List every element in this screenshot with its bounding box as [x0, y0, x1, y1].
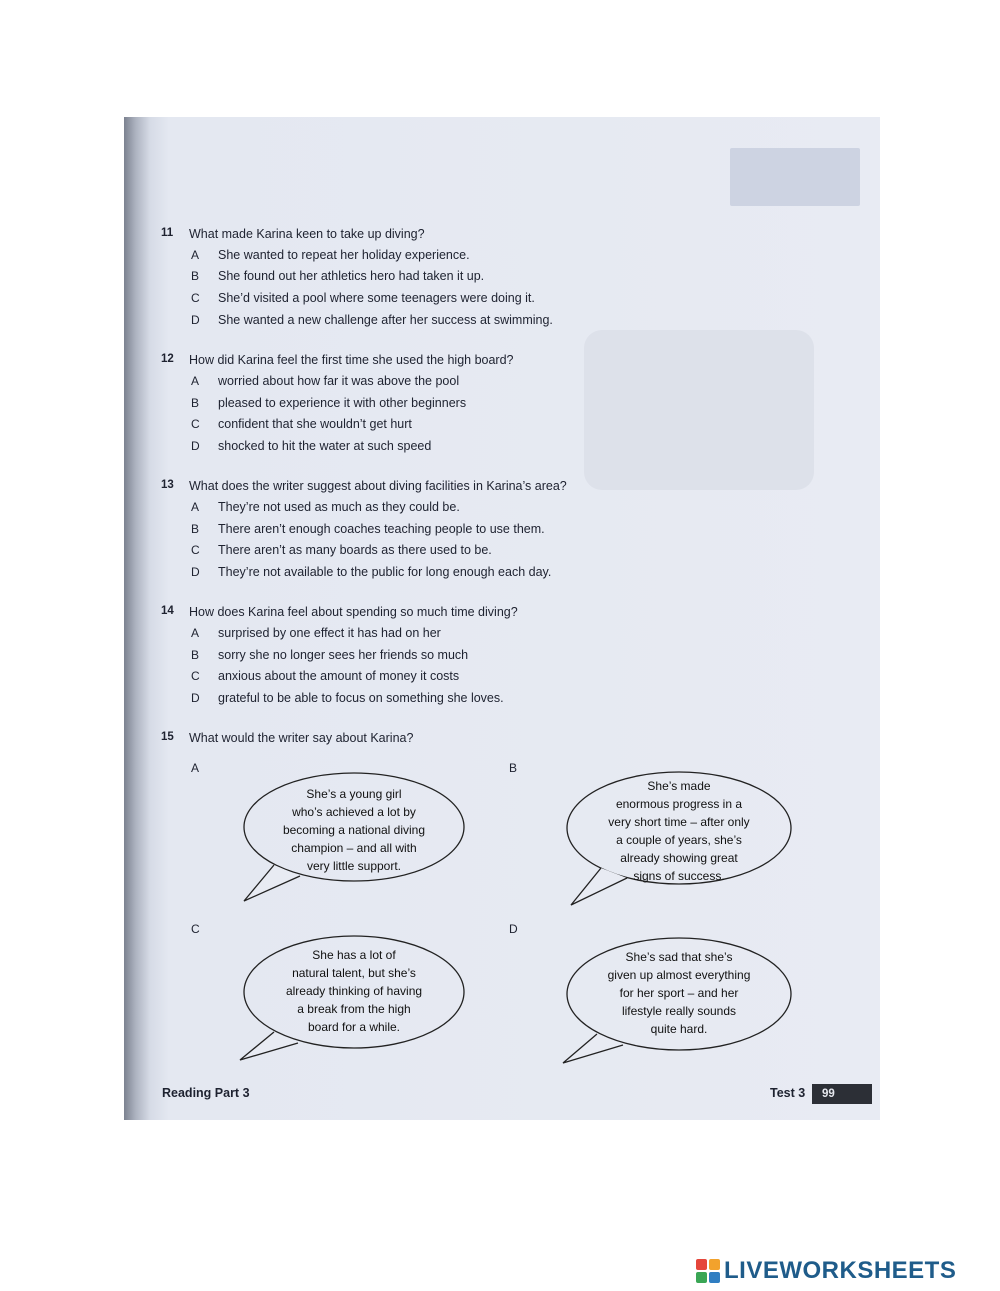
option-text: There aren’t enough coaches teaching people to use them. [218, 522, 545, 536]
question-text: What does the writer suggest about diving facilities in Karina’s area? [189, 479, 567, 493]
option-text: anxious about the amount of money it costs [218, 669, 460, 683]
option-letter: D [191, 439, 200, 453]
option-letter: B [191, 396, 200, 410]
option-letter: D [191, 313, 200, 327]
option-text: pleased to experience it with other beginners [218, 396, 467, 410]
page-number: 99 [812, 1084, 872, 1104]
option-letter: D [191, 565, 200, 579]
bubble-letter-d: D [509, 922, 518, 936]
option-letter: C [191, 291, 200, 305]
option-letter: D [191, 691, 200, 705]
question-text: What would the writer say about Karina? [189, 731, 414, 745]
question-text: How did Karina feel the first time she used the high board? [189, 353, 514, 367]
option-text: She found out her athletics hero had taken it up. [218, 269, 485, 283]
option-text: sorry she no longer sees her friends so much [218, 648, 469, 662]
option-letter: A [191, 626, 200, 640]
option-text: surprised by one effect it has had on her [218, 626, 441, 640]
option-letter: B [191, 269, 200, 283]
question-number: 13 [161, 479, 174, 491]
question-number: 11 [161, 227, 174, 239]
option-text: She wanted a new challenge after her success at swimming. [218, 313, 553, 327]
option-text: worried about how far it was above the pool [218, 374, 460, 388]
bubble-text-d: She’s sad that she’s given up almost everything for her sport – and her lifestyle really sounds quite hard. [607, 950, 751, 1036]
bleed-through-image [584, 330, 814, 490]
option-text: They’re not used as much as they could be. [218, 500, 460, 514]
question-text: What made Karina keen to take up diving? [189, 227, 425, 241]
option-letter: A [191, 374, 200, 388]
speech-bubble-b[interactable] [557, 765, 797, 910]
bubble-letter-a: A [191, 761, 200, 775]
bubble-text-b: She’s made enormous progress in a very short time – after only a couple of years, she’s already showing great signs of success. [608, 779, 750, 883]
question-text: How does Karina feel about spending so much time diving? [189, 605, 518, 619]
option-text: confident that she wouldn’t get hurt [218, 417, 412, 431]
bubble-letter-c: C [191, 922, 200, 936]
option-letter: C [191, 669, 200, 683]
liveworksheets-logo-icon [696, 1259, 720, 1283]
question-number: 15 [161, 731, 174, 743]
bubble-letter-b: B [509, 761, 518, 775]
option-letter: A [191, 500, 200, 514]
option-text: grateful to be able to focus on something she loves. [218, 691, 504, 705]
speech-bubble-d[interactable] [557, 930, 797, 1075]
option-text: They’re not available to the public for long enough each day. [218, 565, 552, 579]
speech-bubble-c[interactable] [234, 930, 472, 1070]
option-text: shocked to hit the water at such speed [218, 439, 432, 453]
option-letter: B [191, 648, 200, 662]
footer-test-label: Test 3 [770, 1086, 806, 1100]
option-letter: C [191, 417, 200, 431]
footer-section-label: Reading Part 3 [162, 1086, 250, 1100]
bubble-text-a: She’s a young girl who’s achieved a lot by becoming a national diving champion – and all with very little support. [282, 787, 426, 873]
book-page [124, 117, 880, 1120]
bubble-text-c: She has a lot of natural talent, but she’s already thinking of having a break from the high board for a while. [285, 948, 423, 1034]
option-letter: C [191, 543, 200, 557]
option-text: She wanted to repeat her holiday experience. [218, 248, 470, 262]
bleed-through-tab [730, 148, 860, 206]
speech-bubble-a[interactable] [234, 765, 472, 905]
option-letter: B [191, 522, 200, 536]
question-number: 14 [161, 605, 174, 617]
liveworksheets-wordmark: LIVEWORKSHEETS [724, 1257, 957, 1284]
option-text: She’d visited a pool where some teenagers were doing it. [218, 291, 535, 305]
question-number: 12 [161, 353, 174, 365]
option-letter: A [191, 248, 200, 262]
liveworksheets-logo[interactable] [696, 1258, 956, 1284]
option-text: There aren’t as many boards as there used to be. [218, 543, 492, 557]
